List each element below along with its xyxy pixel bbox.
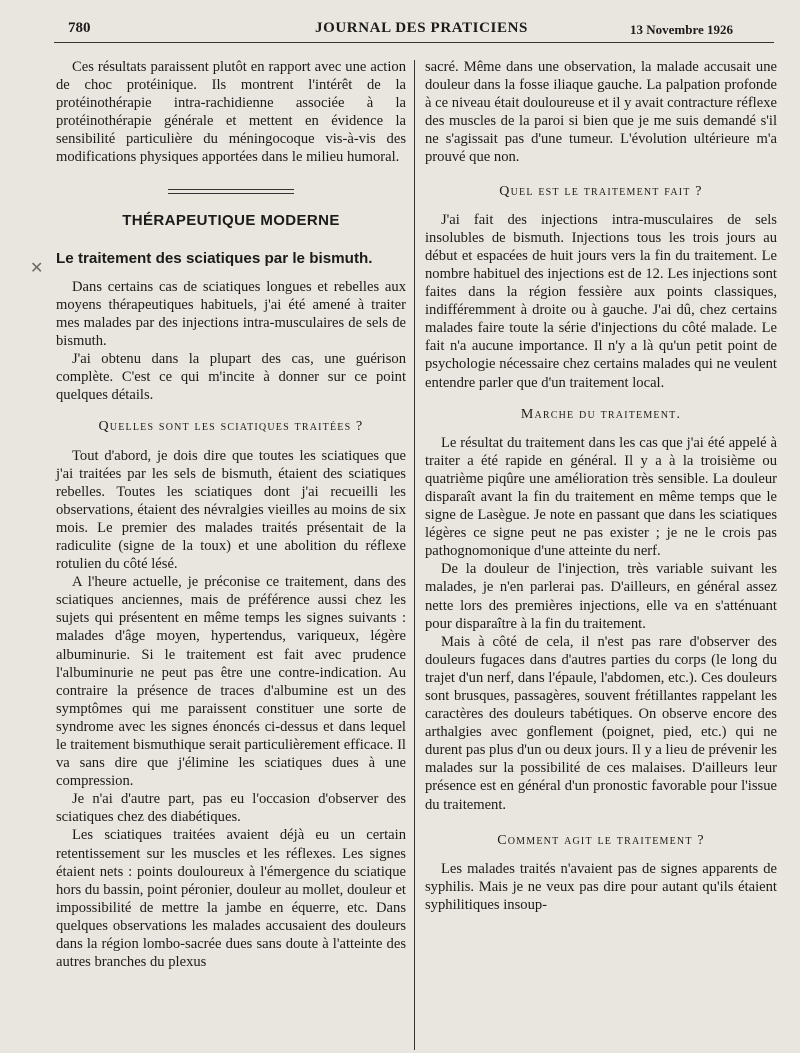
article-intro-paragraph: Dans certains cas de sciatiques longues et rebelles aux moyens thérapeutiques habituels, j'ai été amené à traiter mes malades par des injections intra-musculaires de sels de bismuth.	[56, 278, 406, 350]
section-title: THÉRAPEUTIQUE MODERNE	[122, 211, 340, 229]
body-paragraph: J'ai fait des injections intra-musculaires de sels insolubles de bismuth. Injections tous les trois jours au début et espacées de huit jours vers la fin du traitement. Le nombre habituel des injections est de 12. Les injections sont faites dans la région fessière aux points classiques, indifféremment à droite ou à gauche. J'ai dû, chez certains malades faire toute la série d'injections du côté malade. Le fait n'a aucune importance. Il n'y a là qu'un petit point de psychologie nécessaire chez certains malades qui ne veulent entendre parler que d'un traitement local.	[425, 211, 777, 391]
subsection-title: Quelles sont les sciatiques traitées ?	[98, 419, 364, 435]
issue-date: 13 Novembre 1926	[630, 22, 734, 37]
body-paragraph: Les sciatiques traitées avaient déjà eu un certain retentissement sur les muscles et les réflexes. Les signes étaient nets : points douloureux à l'émergence du sciatique hors du bassin, point péronier, douleur au mollet, douleur et impossibilité de mettre la jambe en équerre, etc. Dans quelques observations les malades accusaient des douleurs dans la région lombo-sacrée dues sans doute à l'atteinte des autres branches du plexus	[56, 827, 406, 971]
section-separator	[168, 189, 294, 194]
body-paragraph: Je n'ai d'autre part, pas eu l'occasion d'observer des sciatiques chez des diabétiques.	[56, 791, 406, 826]
continued-paragraph: sacré. Même dans une observation, la malade accusait une douleur dans la fosse iliaque gauche. La palpation profonde à ce niveau était douloureuse et il y avait contracture réflexe des muscles de la paroi si bien que je me suis demandé s'il ne s'agissait pas d'une tumeur. L'évolution ultérieure m'a prouvé que non.	[425, 59, 777, 166]
body-paragraph: Le résultat du traitement dans les cas que j'ai été appelé à traiter a été rapide en général. Il y a à la troisième ou quatrième piqûre une amélioration très sensible. La douleur disparaît avant la fin du traitement en même temps que le signe de Lasègue. Je note en passant que dans les sciatiques légères ce signe peut ne pas exister ; je ne le crois pas pathognomonique d'une atteinte du nerf.	[425, 434, 777, 560]
body-paragraph: De la douleur de l'injection, très variable suivant les malades, je n'en parlerai pas. D'ailleurs, en général assez nette lors des premières injections, elle va en s'atténuant pour disparaître à la fin du traitement.	[425, 561, 777, 632]
body-paragraph: Mais à côté de cela, il n'est pas rare d'observer des douleurs fugaces dans d'autres parties du corps (le long du trajet d'un nerf, dans l'épaule, l'abdomen, etc.). Ces douleurs sont brusques, passagères, souvent frétillantes rappelant les caractères des douleurs tabétiques. On observe encore des arthalgies avec gonflement (poignet, pied, etc.) qui ne durent pas plus d'un ou deux jours. Il y a lieu de prévenir les malades sur la possibilité de ces malaises. D'ailleurs leur présence est en général d'un pronostic favorable pour l'issue du traitement.	[425, 633, 777, 813]
subsection-title: Marche du traitement.	[520, 406, 682, 422]
page-number: 780	[68, 20, 91, 36]
body-paragraph: A l'heure actuelle, je préconise ce traitement, dans des sciatiques anciennes, mais de préférence aussi chez les sujets qui présentent en même temps les signes suivants : malades d'âge moyen, hypertendus, variqueux, légère albuminurie. Si le traitement est fait avec prudence l'albuminurie ne peut pas être une contre-indication. Au contraire la présence de traces d'albumine est un des symptômes qui me paraissent constituer une sorte de syndrome avec les signes énoncés ci-dessus et dans lequel le traitement bismuthique serait particulièrement efficace. Il va sans dire que j'élimine les sciatiques dues à une compression.	[56, 574, 406, 790]
body-paragraph: Les malades traités n'avaient pas de signes apparents de syphilis. Mais je ne veux pas dire pour autant qu'ils étaient syphilitiques insoup-	[425, 860, 777, 913]
subsection-title: Comment agit le traitement ?	[497, 832, 705, 848]
handwritten-margin-mark: ✕	[30, 258, 44, 277]
article-intro-paragraph: J'ai obtenu dans la plupart des cas, une guérison complète. C'est ce qui m'incite à donner sur ce point quelques détails.	[56, 351, 406, 404]
intro-paragraph: Ces résultats paraissent plutôt en rapport avec une action de choc protéinique. Ils montrent l'intérêt de la protéinothérapie intra-rachidienne associée à la protéinothérapie générale et mettent en évidence la sensibilité particulière du méningocoque vis-à-vis des modifications physiques apportées dans le milieu humoral.	[56, 59, 406, 166]
right-column	[425, 58, 777, 914]
subsection-title: Quel est le traitement fait ?	[499, 183, 703, 199]
left-column	[56, 58, 406, 971]
column-divider	[414, 60, 415, 1050]
journal-title: JOURNAL DES PRATICIENS	[315, 20, 528, 36]
running-header	[0, 0, 800, 44]
article-title: Le traitement des sciatiques par le bismuth.	[56, 249, 373, 267]
body-paragraph: Tout d'abord, je dois dire que toutes les sciatiques que j'ai traitées par les sels de bismuth, étaient des sciatiques rebelles. Toutes les sciatiques dont j'ai recueilli les observations, étaient des névralgies vieilles au moins de six mois. Le premier des malades traités présentait de la radiculite (signe de la toux) et une abolition du réflexe rotulien du côté lésé.	[56, 447, 406, 573]
header-rule	[54, 42, 774, 43]
